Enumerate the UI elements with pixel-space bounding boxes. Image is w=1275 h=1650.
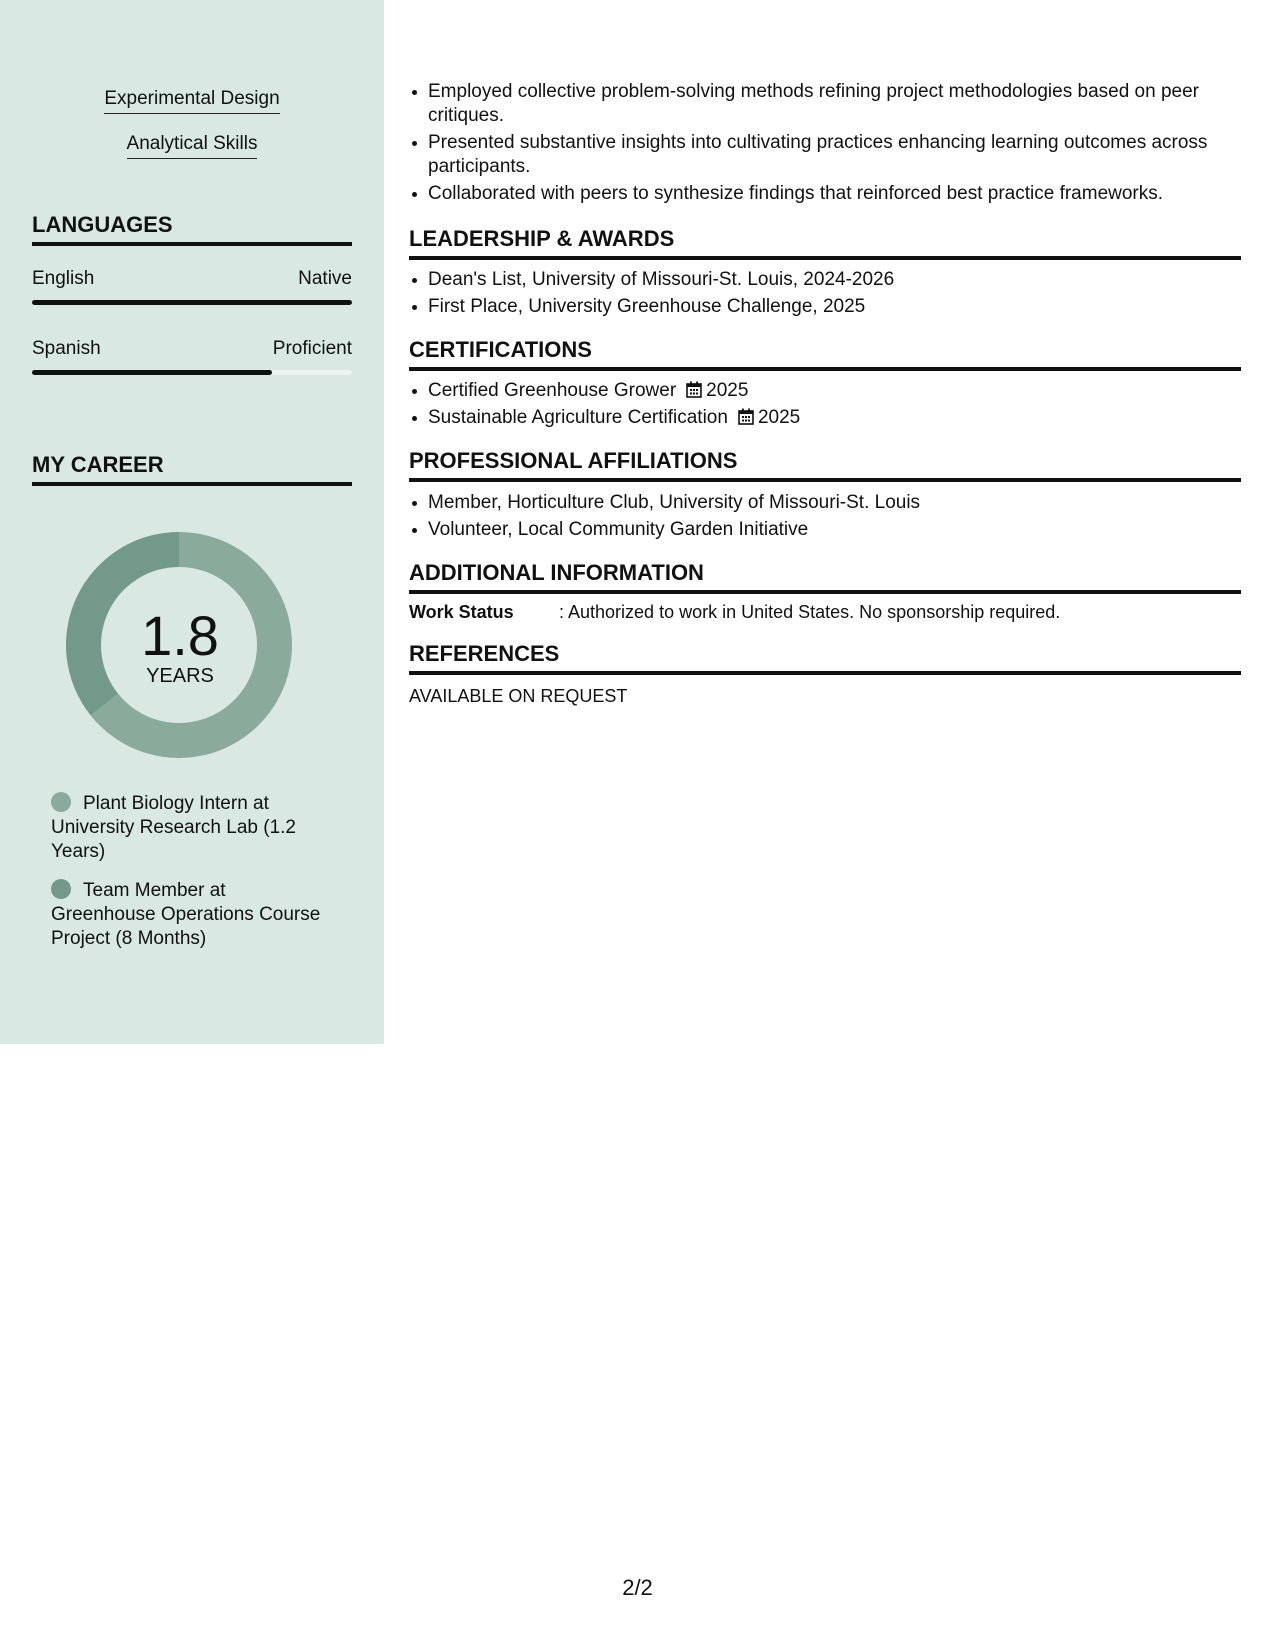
career-legend-item [51,792,331,864]
calendar-icon [686,381,702,398]
skill-label: Analytical Skills [127,133,258,159]
list-item: Member, Horticulture Club, University of Missouri-St. Louis [428,491,1258,515]
language-level: Native [298,268,352,289]
career-legend-label: Team Member at Greenhouse Operations Course Project (8 Months) [51,880,321,949]
work-status-key: Work Status [409,602,514,622]
language-name: English [32,268,95,289]
language-level: Proficient [272,338,352,359]
certification-year: 2025 [757,407,801,428]
list-item: Collaborated with peers to synthesize findings that reinforced best practice frameworks. [428,182,1258,206]
career-legend-label: Plant Biology Intern at University Research Lab (1.2 Years) [51,793,296,862]
list-item: Dean's List, University of Missouri-St. Louis, 2024-2026 [428,268,1258,292]
list-item: Employed collective problem-solving methods refining project methodologies based on peer critiques. [428,80,1258,128]
page-number: 2/2 [622,1575,653,1600]
work-status-value: : Authorized to work in United States. No sponsorship required. [559,602,1061,622]
career-total-value: 1.8 [141,604,219,667]
list-item [428,379,1258,403]
language-proficiency-bar [32,370,352,375]
sidebar [0,0,384,1044]
leadership-list [409,268,1258,322]
language-proficiency-fill [32,370,272,375]
career-heading: MY CAREER [32,452,352,486]
legend-dot [51,792,71,812]
work-status-row [409,602,1060,623]
language-proficiency-bar [32,300,352,305]
references-text: AVAILABLE ON REQUEST [409,686,628,706]
certification-name: Certified Greenhouse Grower [428,380,677,401]
leadership-heading: LEADERSHIP & AWARDS [409,226,1241,260]
list-item [428,406,1258,430]
additional-info-heading: ADDITIONAL INFORMATION [409,560,1241,594]
career-total-unit: YEARS [146,665,214,687]
languages-heading: LANGUAGES [32,212,352,246]
affiliations-heading: PROFESSIONAL AFFILIATIONS [409,448,1241,482]
certification-name: Sustainable Agriculture Certification [428,407,728,428]
skill-label: Experimental Design [104,88,279,114]
affiliations-list [409,491,1258,545]
skill-item [0,88,384,114]
references-heading: REFERENCES [409,641,1241,675]
certification-year: 2025 [706,380,749,401]
language-name: Spanish [32,338,101,359]
list-item: Presented substantive insights into cultivating practices enhancing learning outcomes across participants. [428,131,1258,179]
calendar-icon [738,408,754,425]
language-row [32,268,352,290]
language-proficiency-fill [32,300,352,305]
list-item: First Place, University Greenhouse Challenge, 2025 [428,295,1258,319]
skill-item [0,133,384,159]
certifications-list [409,379,1258,433]
experience-bullets [409,80,1258,209]
career-legend-item [51,879,331,951]
list-item: Volunteer, Local Community Garden Initiative [428,518,1258,542]
language-row [32,338,352,360]
certifications-heading: CERTIFICATIONS [409,337,1241,371]
legend-dot [51,879,71,899]
